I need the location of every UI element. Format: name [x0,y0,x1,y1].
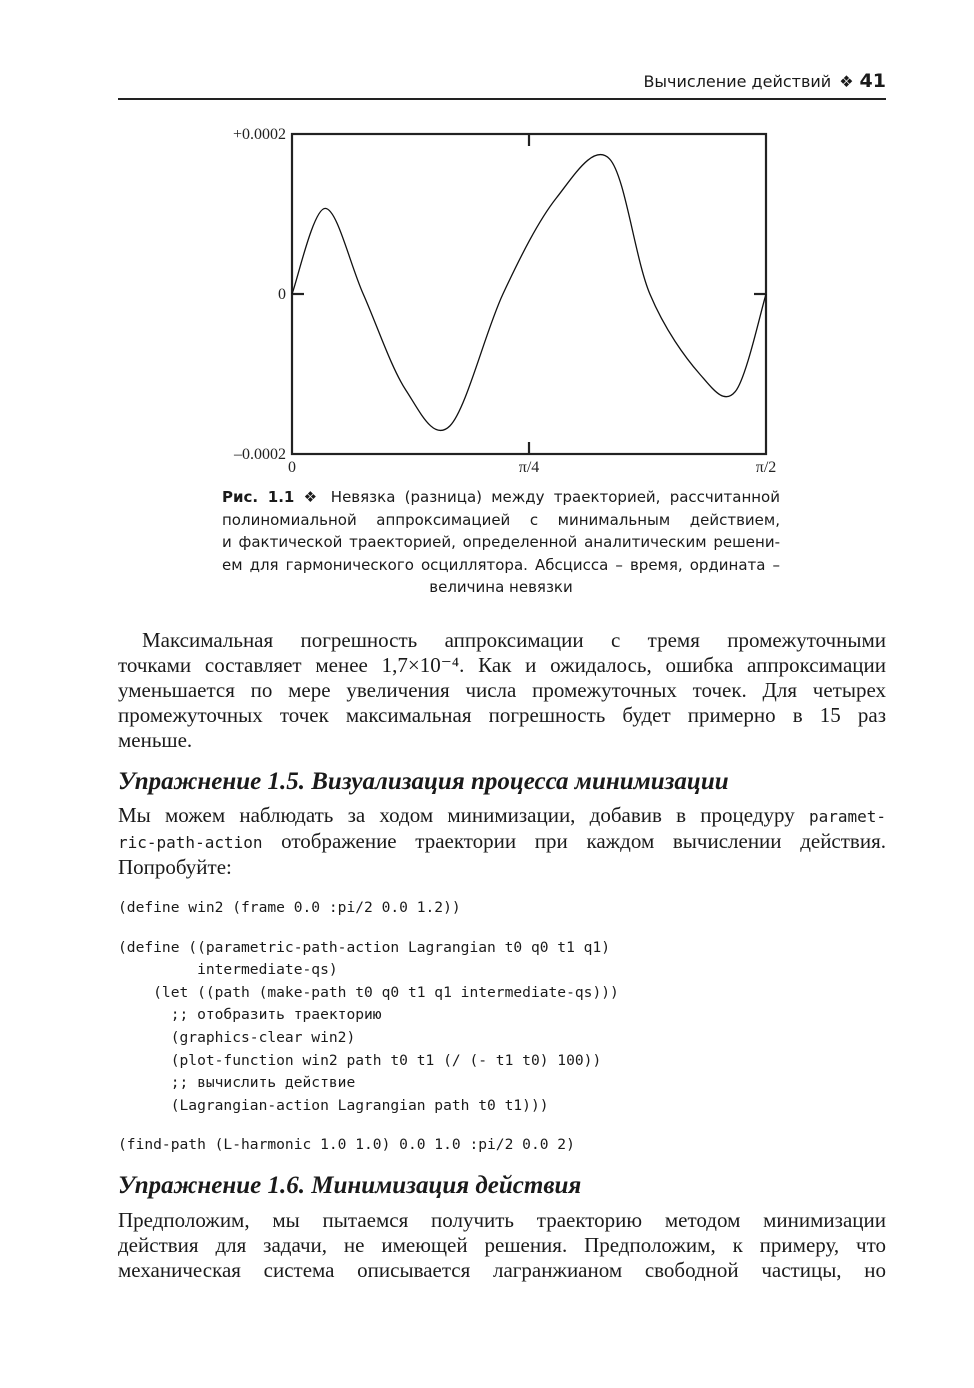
caption-line: Невязка (разница) между траекторией, рассчитанной [330,488,780,506]
inline-code: paramet- [808,807,886,826]
code-line: (plot-function win2 path t0 t1 (/ (- t1 t0) 100)) [118,1051,602,1069]
running-title: Вычисление действий [643,72,832,91]
inline-code: ric-path-action [118,833,263,852]
paragraph-exercise-1-5 [118,803,886,880]
code-listing [118,897,619,1157]
text-line: механическая система описывается лагранжианом свободной частицы, но [118,1258,886,1282]
residual-chart [220,120,790,480]
x-tick-label: π/4 [518,459,540,476]
series-residual-line [292,155,766,431]
x-tick-label: 0 [288,459,296,476]
code-line: ;; отобразить траекторию [118,1006,382,1024]
paragraph-error [118,628,886,753]
code-line: (let ((path (make-path t0 q0 t1 q1 intermediate-qs))) [118,983,619,1001]
text-line: Предположим, мы пытаемся получить траекторию методом минимизации [118,1208,886,1232]
text-line: точками составляет менее 1,7×10⁻⁴. Как и ожидалось, ошибка аппроксимации [118,653,886,677]
text-line: Максимальная погрешность аппроксимации с тремя промежуточными [142,628,886,652]
text: отображение траектории при каждом вычислении действия. [262,829,886,853]
y-tick-label: +0.0002 [232,126,286,143]
code-line: (define ((parametric-path-action Lagrangian t0 q0 t1 q1) [118,938,611,956]
caption-label: Рис. 1.1 [222,488,295,506]
code-line: ;; вычислить действие [118,1074,356,1092]
paragraph-exercise-1-6 [118,1208,886,1283]
caption-line: и фактической траекторией, определенной аналитическим решени- [222,533,780,551]
code-line: (define win2 (frame 0.0 :pi/2 0.0 1.2)) [118,899,461,916]
code-line: (graphics-clear win2) [118,1028,356,1046]
caption-line: ем для гармонического осциллятора. Абсцисса – время, ордината – [222,555,780,574]
text-line: меньше. [118,728,193,752]
code-line: intermediate-qs) [118,961,338,979]
caption-line: полиномиальной аппроксимацией с минимальным действием, [222,510,780,529]
code-line: (Lagrangian-action Lagrangian path t0 t1))) [118,1096,549,1114]
text-line: промежуточных точек максимальная погрешность будет примерно в 15 раз [118,703,886,727]
exercise-heading-1-5: Упражнение 1.5. Визуализация процесса минимизации [118,768,729,795]
caption-line: величина невязки [429,578,573,596]
ornament-icon: ❖ [839,72,854,91]
running-header [118,70,886,100]
text-line: уменьшается по мере увеличения числа промежуточных точек. Для четырех [118,678,886,702]
x-tick-label: π/2 [755,459,777,476]
text-line: Попробуйте: [118,855,232,879]
page-number: 41 [859,70,886,92]
figure-caption [222,486,780,599]
y-tick-label: 0 [278,286,286,303]
ornament-icon: ❖ [303,488,322,506]
exercise-heading-1-6: Упражнение 1.6. Минимизация действия [118,1172,582,1199]
code-line: (find-path (L-harmonic 1.0 1.0) 0.0 1.0 :pi/2 0.0 2) [118,1136,575,1154]
y-tick-label: –0.0002 [234,446,286,463]
text: Мы можем наблюдать за ходом минимизации, добавив в процедуру [118,803,809,827]
text-line: действия для задачи, не имеющей решения. Предположим, к примеру, что [118,1233,886,1257]
